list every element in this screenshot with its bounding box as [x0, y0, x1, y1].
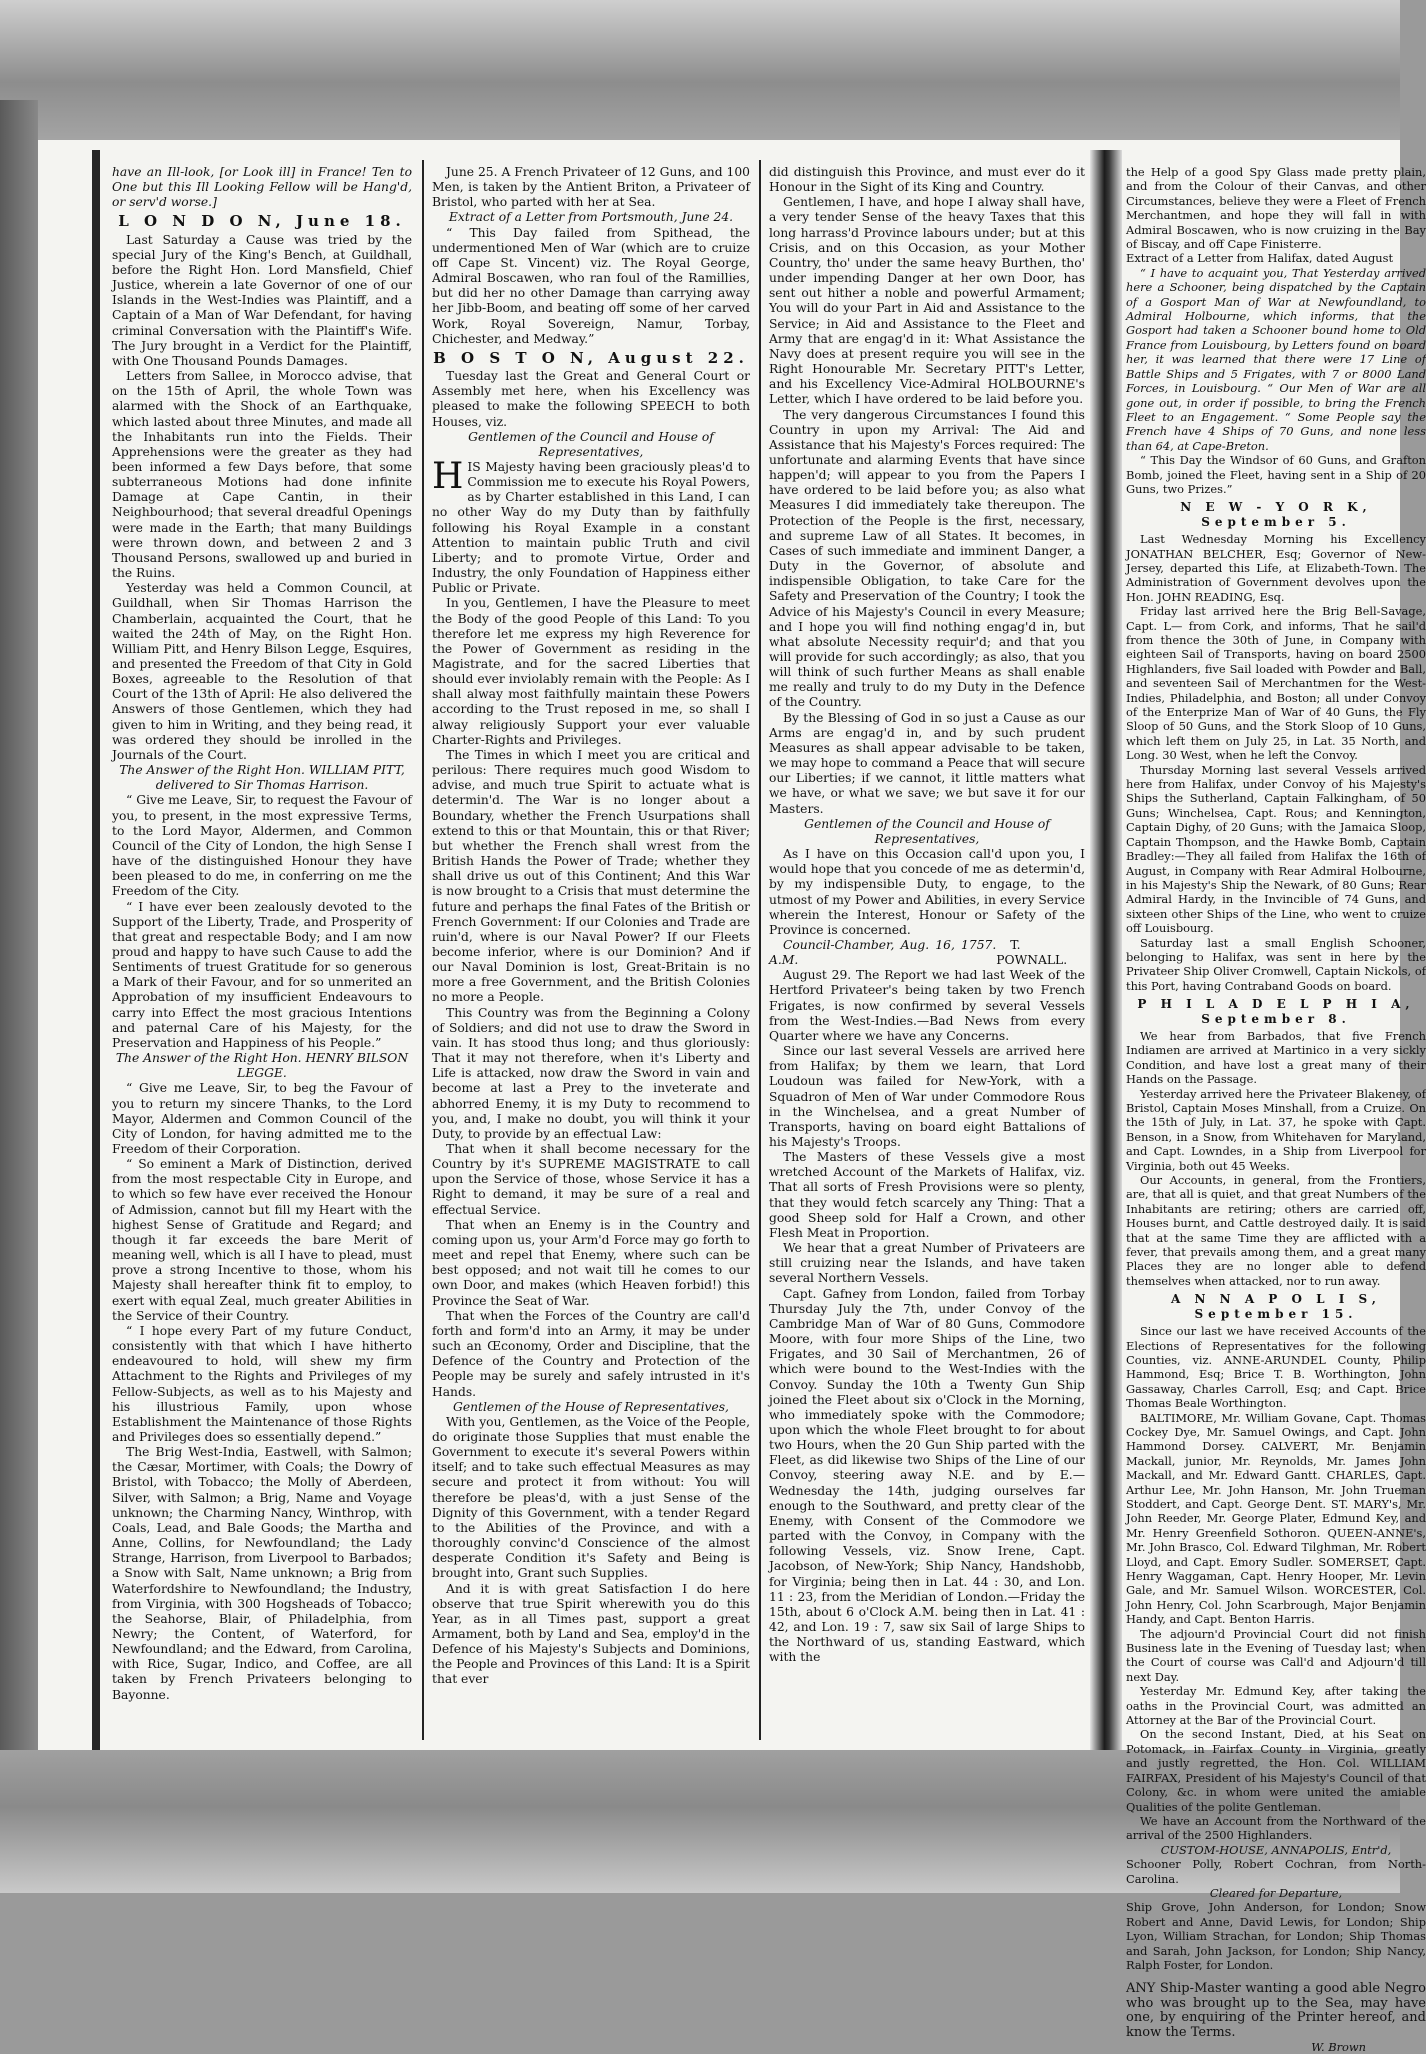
paragraph: We hear from Barbados, that five French Indiamen are arrived at Martinico in a very sickly Condition, and have lost a great many of their Hands on the Passage. [1126, 1028, 1426, 1087]
paragraph: Last Wednesday Morning his Excellency JONATHAN BELCHER, Esq; Governor of New-Jersey, departed this Life, at Elizabeth-Town. The Administration of Government devolves upon the Hon. JOHN READING, Esq. [1126, 532, 1426, 604]
scan-border-left [0, 100, 38, 1800]
paragraph: “ Give me Leave, Sir, to request the Favour of you, to present, in the most expressive Terms, to the Lord Mayor, Aldermen, and Common Council of the City of London, the high Sense I have of the distinguished Honour they have been pleased to do me, in conferring on me the Freedom of the City. [112, 793, 412, 899]
advertisement [1126, 1982, 1426, 2054]
paragraph: did distinguish this Province, and must ever do it Honour in the Sight of its King and Country. [769, 165, 1085, 195]
paragraph: In you, Gentlemen, I have the Pleasure to meet the Body of the good People of this Land: To you therefore let me express my high Reverence for the Power of Government as residing in the Magistrate, and for the sacred Liberties that should ever inviolably remain with the People: As I shall alway most faithfully maintain these Powers according to the Trust reposed in me, so shall I alway religiously Support your ever valuable Charter-Rights and Privileges. [432, 596, 750, 747]
paragraph [432, 455, 750, 596]
paragraph: Yesterday Mr. Edmund Key, after taking the oaths in the Provincial Court, was admitted an Attorney at the Bar of the Provincial Court. [1126, 1684, 1426, 1728]
column-rule [759, 160, 761, 1740]
dateline-heading: B O S T O N, August 22. [433, 348, 749, 367]
paragraph: With you, Gentlemen, as the Voice of the People, do originate those Supplies that must enable the Government to execute it's several Powers within itself; and to take such effectual Measures as may secure and protect it from without: You will therefore be pleas'd, with a just Sense of the Dignity of this Government, with a tender Regard to the Abilities of the Province, and with a thoroughly convinc'd Conscience of the almost desperate Condition it's Safety and Being is brought into, Grant such Supplies. [432, 1414, 750, 1581]
paragraph: “ I hope every Part of my future Conduct, consistently with that which I have hitherto endeavoured to hold, will shew my firm Attachment to the Rights and Privileges of my Fellow-Subjects, as well as to his Majesty and his illustrious Family, upon whose Establishment the Maintenance of those Rights and Privileges does so essentially depend.” [112, 1323, 412, 1444]
paragraph: The adjourn'd Provincial Court did not finish Business late in the Evening of Tuesday last; when the Court of course was Call'd and Adjourn'd till next Day. [1126, 1626, 1426, 1684]
signature-name: T. POWNALL. [996, 937, 1068, 968]
paragraph: Gentlemen, I have, and hope I alway shall have, a very tender Sense of the heavy Taxes that this long harrass'd Province labours under; but at this Crisis, and on this Occasion, as your Mother Country, tho' under the same heavy Burthen, tho' under impending Danger at her own Door, has sent out hither a noble and powerful Armament; You will do your Part in Aid and Assistance to the Service; in Aid and Assistance to the Fleet and Army that are engag'd in it: What Assistance the Navy does at present require you will see in the Right Honourable Mr. Secretary PITT's Letter, and his Excellency Vice-Admiral HOLBOURNE's Letter, which I have ordered to be laid before you. [769, 195, 1085, 407]
paragraph: Tuesday last the Great and General Court or Assembly met here, when his Excellency was pleased to make the following SPEECH to both Houses, viz. [432, 369, 750, 429]
paragraph: On the second Instant, Died, at his Seat on Potomack, in Fairfax County in Virginia, greatly and justly regretted, the Hon. Col. WILLIAM FAIRFAX, President of his Majesty's Council of that Colony, &c. in whom were united the amiable Qualities of the polite Gentleman. [1126, 1727, 1426, 1814]
paragraph: Yesterday arrived here the Privateer Blakeney, of Bristol, Captain Moses Minshall, from a Cruize. On the 15th of July, in Lat. 37, he spoke with Capt. Benson, in a Snow, from Whitehaven for Maryland, and Capt. Lowndes, in a Ship from Liverpool for Virginia, both out 45 Weeks. [1126, 1086, 1426, 1173]
paragraph: June 25. A French Privateer of 12 Guns, and 100 Men, is taken by the Antient Briton, a Privateer of Bristol, who parted with her at Sea. [432, 165, 750, 210]
paragraph: “ I have to acquaint you, That Yesterday arrived here a Schooner, being dispatched by the Captain of a Gosport Man of War at Newfoundland, to Admiral Holbourne, which informs, that the Gosport had taken a Schooner bound home to Old France from Louisbourg, by Letters found on board her, it was learned that there were 17 Line of Battle Ships and 5 Frigates, with 7 or 8000 Land Forces, in Louisbourg. “ Our Men of War are all gone out, in order if possible, to bring the French Fleet to an Engagement. “ Some People say the French have 4 Ships of 70 Guns, and none less than 64, at Cape-Breton. [1126, 265, 1426, 453]
paragraph: Saturday last a small English Schooner, belonging to Halifax, was sent in here by the Privateer Ship Oliver Cromwell, Captain Nickols, of this Port, having Contraband Goods on board. [1126, 935, 1426, 993]
page-gutter [1090, 150, 1122, 1750]
column-4 [1126, 165, 1426, 2054]
scan-border-top [0, 0, 1400, 150]
paragraph: This Country was from the Beginning a Colony of Soldiers; and did not use to draw the Sword in vain. It has stood thus long; and thus gloriously: That it may not therefore, when it's Liberty and Life is attacked, now draw the Sword in vain and become at last a Prey to the inveterate and abhorred Enemy, it is my Duty to recommend to you, and, I make no doubt, you will think it your Duty, to provide by an effectual Law: [432, 1005, 750, 1141]
section-heading: Gentlemen of the House of Representatives, [453, 1399, 729, 1414]
paragraph: Capt. Gafney from London, failed from Torbay Thursday July the 7th, under Convoy of the Cambridge Man of War of 80 Guns, Commodore Moore, with four more Ships of the Line, two Frigates, and 30 Sail of Merchantmen, 26 of which were bound to the West-Indies with the Convoy. Sunday the 10th a Twenty Gun Ship joined the Fleet about six o'Clock in the Morning, who immediately spoke with the Commodore; upon which the whole Fleet brought to for about two Hours, when the 20 Gun Ship parted with the Fleet, as did likewise two Ships of the Line of our Convoy, steering away N.E. and by E.— Wednesday the 14th, judging ourselves far enough to the Southward, and pretty clear of the Enemy, with Consent of the Commodore we parted with the Convoy, in Company with the following Vessels, viz. Snow Irene, Capt. Jacobson, of New-York; Ship Nancy, Handshobb, for Virginia; being then in Lat. 44 : 30, and Lon. 11 : 23, from the Meridian of London.—Friday the 15th, about 6 o'Clock A.M. being then in Lat. 41 : 42, and Lon. 19 : 7, saw six Sail of large Ships to the Northward of us, standing Eastward, which with the [769, 1286, 1085, 1665]
section-heading: The Answer of the Right Hon. HENRY BILSON LEGGE. [115, 1051, 409, 1081]
column-3 [769, 165, 1085, 1755]
paragraph: BALTIMORE, Mr. William Govane, Capt. Thomas Cockey Dye, Mr. Samuel Owings, and Capt. John Hammond Dorsey. CALVERT, Mr. Benjamin Mackall, junior, Mr. Reynolds, Mr. James John Mackall, and Mr. Edward Gantt. CHARLES, Capt. Arthur Lee, Mr. John Hanson, Mr. John Trueman Stoddert, and Capt. George Dent. ST. MARY's, Mr. John Reeder, Mr. George Plater, Edmund Key, and Mr. Henry Greenfield Sothoron. QUEEN-ANNE's, Mr. John Brasco, Col. Edward Tilghman, Mr. Robert Lloyd, and Capt. Emory Sudler. SOMERSET, Capt. Henry Waggaman, Capt. Henry Hooper, Mr. Levin Gale, and Mr. Samuel Wilson. WORCESTER, Col. John Henry, Col. John Scarbrough, Major Benjamin Handy, and Capt. Benton Harris. [1126, 1410, 1426, 1627]
section-heading: Gentlemen of the Council and House of Representatives, [468, 429, 714, 459]
paragraph: the Help of a good Spy Glass made pretty plain, and from the Colour of their Canvas, and other Circumstances, believe they were a Fleet of French Merchantmen, and hope they will fall in with Admiral Boscawen, who is now cruizing in the Bay of Biscay, and off Cape Finisterre. [1126, 165, 1426, 252]
paragraph: Friday last arrived here the Brig Bell-Savage, Capt. L— from Cork, and informs, That he sail'd from thence the 30th of June, in Company with eighteen Sail of Transports, having on board 2500 Highlanders, five Sail loaded with Powder and Ball, and seventeen Sail of Merchantmen for the West-Indies, Philadelphia, and Boston; all under Convoy of the Enterprize Man of War of 40 Guns, the Fly Sloop of 50 Guns, and the Stork Sloop of 10 Guns, which left them on July 25, in Lat. 35 North, and Long. 30 West, when he left the Convoy. [1126, 604, 1426, 763]
page-edge-line [92, 150, 100, 1750]
section-heading: CUSTOM-HOUSE, ANNAPOLIS, Entr'd, [1160, 1842, 1392, 1857]
advertisement-text: ANY Ship-Master wanting a good able Negro who was brought up to the Sea, may have one, by enquiring of the Printer hereof, and know the Terms. [1126, 1981, 1426, 2040]
paragraph: Since our last several Vessels are arrived here from Halifax; by them we learn, that Lord Loudoun was failed for New-York, with a Squadron of Men of War under Commodore Rous in the Winchelsea, and a great Number of Transports, having on board eight Battalions of his Majesty's Troops. [769, 1044, 1085, 1149]
paragraph: By the Blessing of God in so just a Cause as our Arms are engag'd in, and by such prudent Measures as shall appear advisable to be taken, we may hope to command a Peace that will secure our Liberties; if we cannot, it little matters what we have, or what we save; we but save it for our Masters. [769, 710, 1085, 816]
paragraph: We hear that a great Number of Privateers are still cruizing near the Islands, and have taken several Northern Vessels. [769, 1241, 1085, 1286]
paragraph: Last Saturday a Cause was tried by the special Jury of the King's Bench, at Guildhall, before the Right Hon. Lord Mansfield, Chief Justice, wherein a late Governor of one of our Islands in the West-Indies was Plaintiff, and a Captain of a Man of War Defendant, for having criminal Conversation with the Plaintiff's Wife. The Jury brought in a Verdict for the Plaintiff, with One Thousand Pounds Damages. [112, 232, 412, 368]
paragraph-text: IS Majesty having been graciously pleas'd to Commission me to execute his Royal Powers, as by Charter established in this Land, I can no other Way do my Duty than by faithfully following his Royal Example in a constant Attention to maintain public Truth and civil Liberty; and to promote Virtue, Order and Industry, the only Foundation of Happiness either Public or Private. [432, 459, 750, 596]
advertisement-signature: W. Brown [1311, 2040, 1366, 2054]
paragraph: “ Give me Leave, Sir, to beg the Favour of you to return my sincere Thanks, to the Lord Mayor, Aldermen and Common Council of the City of London, for having admitted me to the Freedom of their Corporation. [112, 1081, 412, 1156]
signature-place-date: Council-Chamber, Aug. 16, 1757. A.M. [769, 937, 997, 968]
paragraph: Our Accounts, in general, from the Frontiers, are, that all is quiet, and that great Numbers of the Inhabitants are retiring; others are carried off, Houses burnt, and Cattle destroyed daily. It is said that at the same Time they are afflicted with a fever, that prevails among them, and a great many Places they are no longer able to defend themselves when attacked, nor to run away. [1126, 1173, 1426, 1288]
dateline-heading: P H I L A D E L P H I A, September 8. [1137, 997, 1415, 1026]
paragraph: Thursday Morning last several Vessels arrived here from Halifax, under Convoy of his Majesty's Ships the Sutherland, Captain Falkingham, of 50 Guns; Winchelsea, Capt. Rous; and Kennington, Captain Dighy, of 20 Guns; with the Jamaica Sloop, Captain Thompson, and the Hawke Bomb, Captain Bradley:—They all failed from Halifax the 16th of August, in Company with Rear Admiral Holbourne, in his Majesty's Ship the Newark, of 80 Guns; Rear Admiral Hardy, in the Invincible of 74 Guns, and sixteen other Ships of the Line, who went to cruize off Louisbourg. [1126, 762, 1426, 936]
column-1 [112, 165, 412, 1755]
section-heading: The Answer of the Right Hon. WILLIAM PITT, delivered to Sir Thomas Harrison. [119, 763, 405, 793]
column-2 [432, 165, 750, 1755]
column-rule [422, 160, 424, 1740]
paragraph: And it is with great Satisfaction I do here observe that true Spirit wherewith you do this Year, as in all Times past, support a great Armament, both by Land and Sea, employ'd in the Defence of his Majesty's Subjects and Dominions, the People and Provinces of this Land: It is a Spirit that ever [432, 1581, 750, 1687]
paragraph: That when the Forces of the Country are call'd forth and form'd into an Army, it may be under such an Œconomy, Order and Discipline, that the Defence of the Country and Protection of the People may be surely and safely intrusted in it's Hands. [432, 1308, 750, 1399]
paragraph: Yesterday was held a Common Council, at Guildhall, when Sir Thomas Harrison the Chamberlain, acquainted the Court, that he waited the 24th of May, on the Right Hon. William Pitt, and Henry Bilson Legge, Esquires, and presented the Freedom of that City in Gold Boxes, agreeable to the Resolution of that Court of the 13th of April: He also delivered the Answers of those Gentlemen, which they had given to him in Writing, and they being read, it was ordered they should be inrolled in the Journals of the Court. [112, 581, 412, 762]
dateline-heading: A N N A P O L I S, September 15. [1171, 1292, 1381, 1321]
signature-line [769, 938, 1085, 968]
paragraph: The very dangerous Circumstances I found this Country in upon my Arrival: The Aid and Assistance that his Majesty's Forces required: The unfortunate and alarming Events that have since happen'd; will appear to you from the Papers I have ordered to be laid before you; as also what Measures I did immediately take thereupon. The Protection of the People is the first, necessary, and supreme Law of all States. It becomes, in Cases of such immediate and imminent Danger, a Duty in the Governor, of absolute and indispensible Obligation, to take Care for the Safety and Preservation of the Country; I took the Advice of his Majesty's Council in every Measure; and I hope you will find nothing engag'd in, but what absolute Necessity requir'd; and that you will provide for such accordingly; as also, that you will think of such further Means as shall enable me really and truly to do my Duty in the Defence of the Country. [769, 407, 1085, 710]
paragraph: August 29. The Report we had last Week of the Hertford Privateer's being taken by two French Frigates, is now confirmed by several Vessels from the West-Indies.—Bad News from every Quarter where we have any Concerns. [769, 968, 1085, 1043]
paragraph: “ This Day failed from Spithead, the undermentioned Men of War (which are to cruize off Cape St. Vincent) viz. The Royal George, Admiral Boscawen, who ran foul of the Ramillies, but did her no other Damage than carrying away her Jibb-Boom, and beating off some of her carved Work, Royal Sovereign, Namur, Torbay, Chichester, and Medway.” [432, 225, 750, 346]
dateline-heading: N E W - Y O R K, September 5. [1180, 500, 1372, 529]
section-heading: Gentlemen of the Council and House of Representatives, [804, 816, 1050, 846]
paragraph: We have an Account from the Northward of the arrival of the 2500 Highlanders. [1126, 1813, 1426, 1843]
paragraph: “ So eminent a Mark of Distinction, derived from the most respectable City in Europe, and to which so few have ever received the Honour of Admission, cannot but fill my Heart with the highest Sense of Gratitude and Regard; and though it far exceeds the bare Merit of meaning well, which is all I have to plead, must prove a strong Incentive to those, whom his Majesty shall hereafter think fit to employ, to exert with equal Zeal, much greater Abilities in the Service of their Country. [112, 1157, 412, 1323]
section-heading: Extract of a Letter from Portsmouth, June 24. [448, 210, 734, 225]
drop-cap: H [432, 455, 464, 497]
paragraph: The Times in which I meet you are critical and perilous: There requires much good Wisdom to advise, and much true Spirit to actuate what is determin'd. The War is no longer about a Boundary, whether the French Usurpations shall extend to this or that Mountain, this or that River; but whether the French shall wrest from the British Hands the Power of Trade; whether they shall drive us out of this Continent; And this War is now brought to a Crisis that must determine the future and perhaps the final Fates of the British or French Government: If our Colonies and Trade are ruin'd, where is our Naval Power? If our Fleets become inferior, where is our Dominion? And if our Naval Dominion is lost, Great-Britain is no more a free Government, and the British Colonies no more a People. [432, 747, 750, 1005]
paragraph: “ This Day the Windsor of 60 Guns, and Grafton Bomb, joined the Fleet, having sent in a Ship of 20 Guns, two Prizes.” [1126, 453, 1426, 496]
paragraph: have an Ill-look, [or Look ill] in France! Ten to One but this Ill Looking Fellow will be Hang'd, or serv'd worse.] [112, 165, 412, 210]
paragraph: Schooner Polly, Robert Cochran, from North-Carolina. [1126, 1857, 1426, 1886]
paragraph: Letters from Sallee, in Morocco advise, that on the 15th of April, the whole Town was alarmed with the Shock of an Earthquake, which lasted about three Minutes, and made all the Inhabitants run into the Fields. Their Apprehensions were the greater as they had been informed a few Days before, that some subterraneous Motions had done infinite Damage at Cape Cantin, in their Neighbourhood; that several dreadful Openings were made in the Earth; that many Buildings were thrown down, and between 2 and 3 Thousand Persons, swallowed up and buried in the Ruins. [112, 369, 412, 581]
paragraph: The Masters of these Vessels give a most wretched Account of the Markets of Halifax, viz. That all sorts of Fresh Provisions were so plenty, that they would fetch scarcely any Thing: That a good Sheep sold for Half a Crown, and other Flesh Meat in Proportion. [769, 1150, 1085, 1240]
dateline-heading: L O N D O N, June 18. [118, 212, 406, 231]
paragraph: That when an Enemy is in the Country and coming upon us, your Arm'd Force may go forth to meet and repel that Enemy, where such can be best opposed; and not wait till he comes to our own Door, and makes (which Heaven forbid!) this Province the Seat of War. [432, 1217, 750, 1308]
paragraph: Since our last we have received Accounts of the Elections of Representatives for the following Counties, viz. ANNE-ARUNDEL County, Philip Hammond, Esq; Brice T. B. Worthington, John Gassaway, Charles Carroll, Esq; and Capt. Brice Thomas Beale Worthington. [1126, 1324, 1426, 1411]
paragraph: The Brig West-India, Eastwell, with Salmon; the Cæsar, Mortimer, with Coals; the Dowry of Bristol, with Tobacco; the Molly of Aberdeen, Silver, with Salmon; a Brig, Name and Voyage unknown; the Charming Nancy, Winthrop, with Coals, Lead, and Bale Goods; the Martha and Anne, Collins, for Newfoundland; the Lady Strange, Harrison, from Liverpool to Barbados; a Snow with Salt, Name unknown; a Brig from Waterfordshire to Newfoundland; the Industry, from Virginia, with 300 Hogsheads of Tobacco; the Seahorse, Blair, of Philadelphia, from Newry; the Content, of Waterford, for Newfoundland; and the Edward, from Carolina, with Rice, Sugar, Indico, and Coffee, are all taken by French Privateers belonging to Bayonne. [112, 1445, 412, 1702]
section-heading: Cleared for Departure, [1209, 1885, 1343, 1900]
paragraph: Ship Grove, John Anderson, for London; Snow Robert and Anne, David Lewis, for London; Ship Lyon, William Strachan, for London; Ship Thomas and Sarah, John Jackson, for London; Ship Nancy, Ralph Foster, for London. [1126, 1900, 1426, 1972]
paragraph: “ I have ever been zealously devoted to the Support of the Liberty, Trade, and Prosperity of that great and respectable Body; and I am now proud and happy to have such Cause to add the Sentiments of truest Gratitude for so generous a Mark of their Favour, and for so unmerited an Approbation of my insufficient Endeavours to carry into Effect the most gracious Intentions and paternal Care of his Majesty, for the Preservation and Happiness of his People.” [112, 899, 412, 1050]
paragraph: That when it shall become necessary for the Country by it's SUPREME MAGISTRATE to call upon the Service of those, whose Service it has a Right to demand, it may be sure of a real and effectual Service. [432, 1142, 750, 1217]
paragraph: As I have on this Occasion call'd upon you, I would hope that you concede of me as determin'd, by my indispensible Duty, to engage, to the utmost of my Power and Abilities, in every Service wherein the Interest, Honour or Safety of the Province is concerned. [769, 847, 1085, 937]
paragraph: Extract of a Letter from Halifax, dated August [1126, 251, 1394, 266]
